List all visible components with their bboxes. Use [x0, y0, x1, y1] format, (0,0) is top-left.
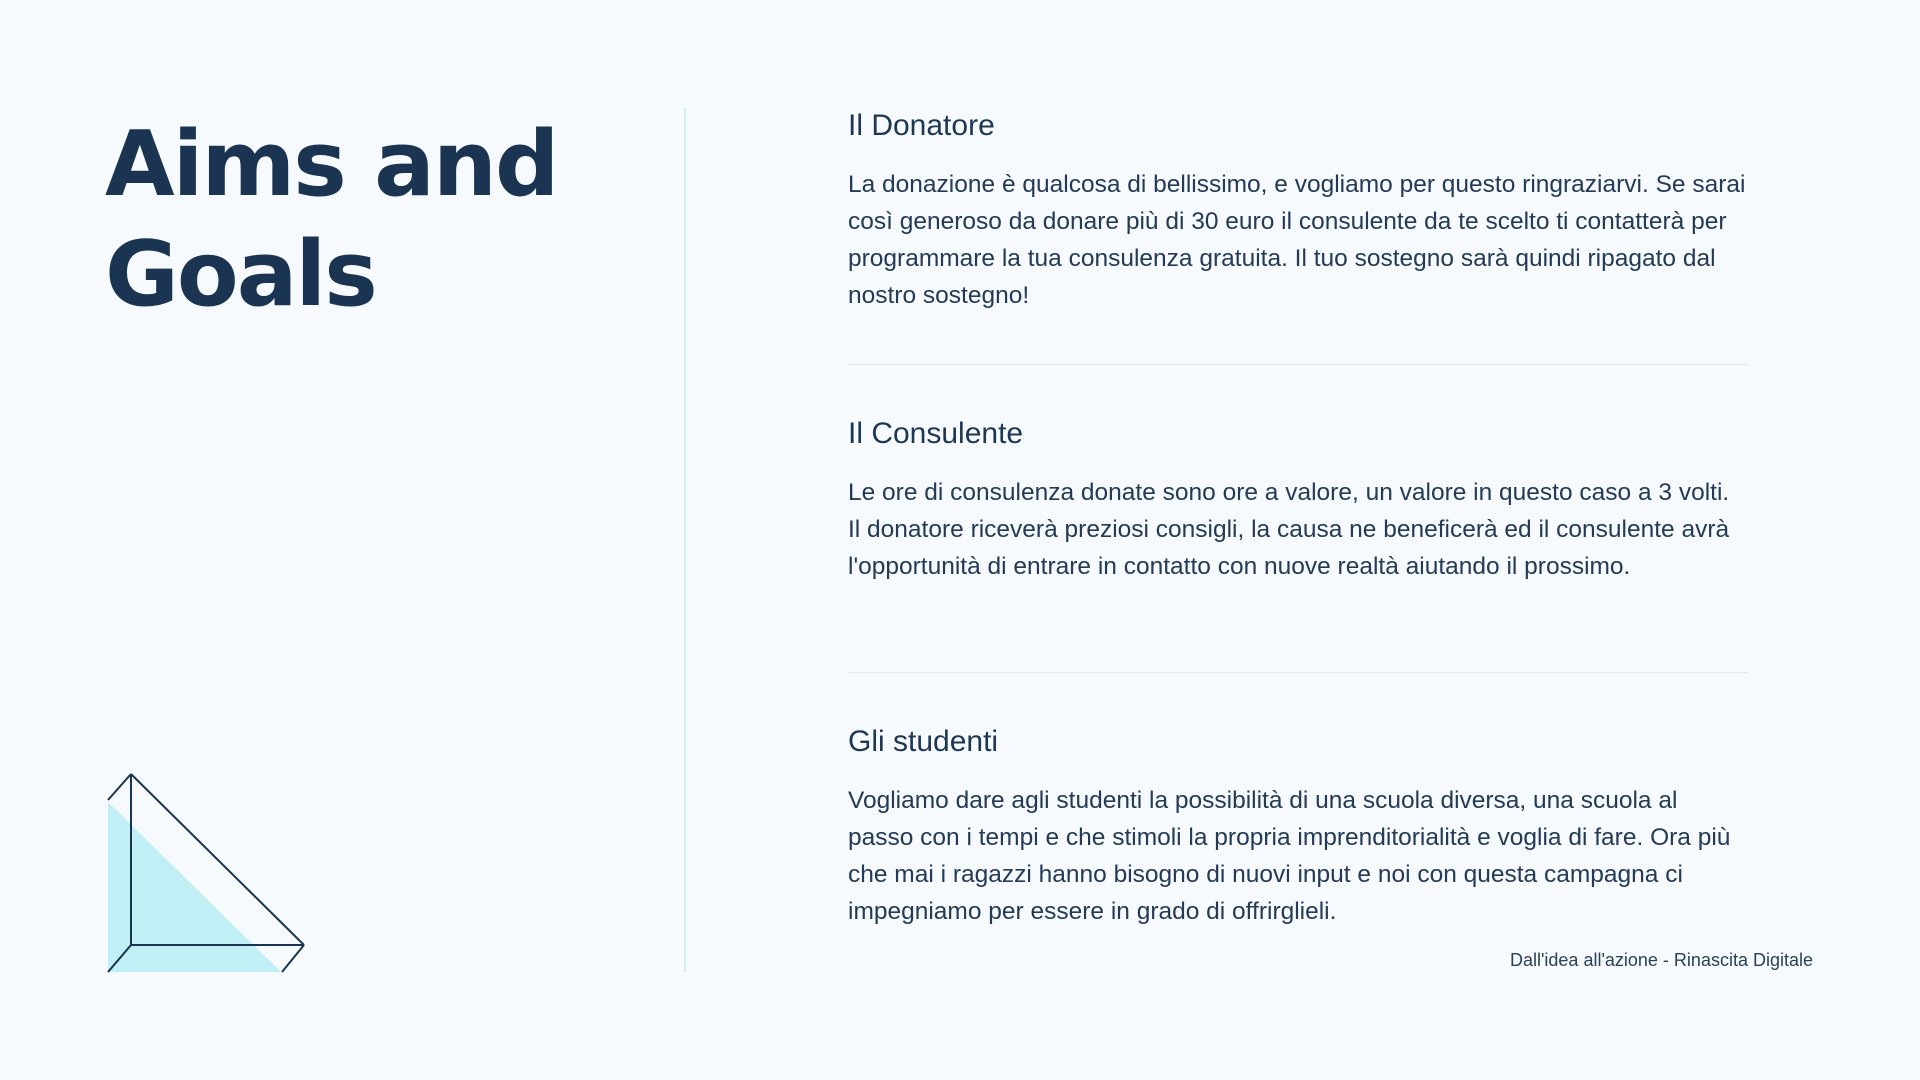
horizontal-divider: [848, 364, 1748, 365]
slide-title: [105, 110, 665, 330]
section-consulente: [848, 416, 1748, 585]
horizontal-divider: [848, 672, 1748, 673]
section-body: Le ore di consulenza donate sono ore a valore, un valore in questo caso a 3 volti. Il donatore riceverà preziosi consigli, la causa ne beneficerà ed il consulente avrà l'opportunità di entrare in contatto con nuove realtà aiutando il prossimo.: [848, 479, 1730, 580]
section-studenti: [848, 724, 1748, 930]
section-body: La donazione è qualcosa di bellissimo, e vogliamo per questo ringraziarvi. Se sarai così generoso da donare più di 30 euro il consulente da te scelto ti contatterà per programmare la tua consulenza gratuita. Il tuo sostegno sarà quindi ripagato dal nostro sostegno!: [848, 171, 1746, 309]
prism-outline-icon: [106, 772, 306, 974]
section-heading: Il Donatore: [848, 109, 995, 142]
slide-title-line2: Goals: [105, 222, 376, 327]
section-heading: Il Consulente: [848, 417, 1024, 450]
slide-title-line1: Aims and: [105, 112, 558, 217]
footer-caption: Dall'idea all'azione - Rinascita Digitale: [1509, 950, 1813, 970]
vertical-divider: [684, 108, 686, 972]
section-body: Vogliamo dare agli studenti la possibilità di una scuola diversa, una scuola al passo con i tempi e che stimoli la propria imprenditorialità e voglia di fare. Ora più che mai i ragazzi hanno bisogno di nuovi input e noi con questa campagna ci impegniamo per essere in grado di offrirglieli.: [848, 787, 1731, 925]
section-donatore: [848, 108, 1748, 314]
section-heading: Gli studenti: [848, 725, 999, 758]
